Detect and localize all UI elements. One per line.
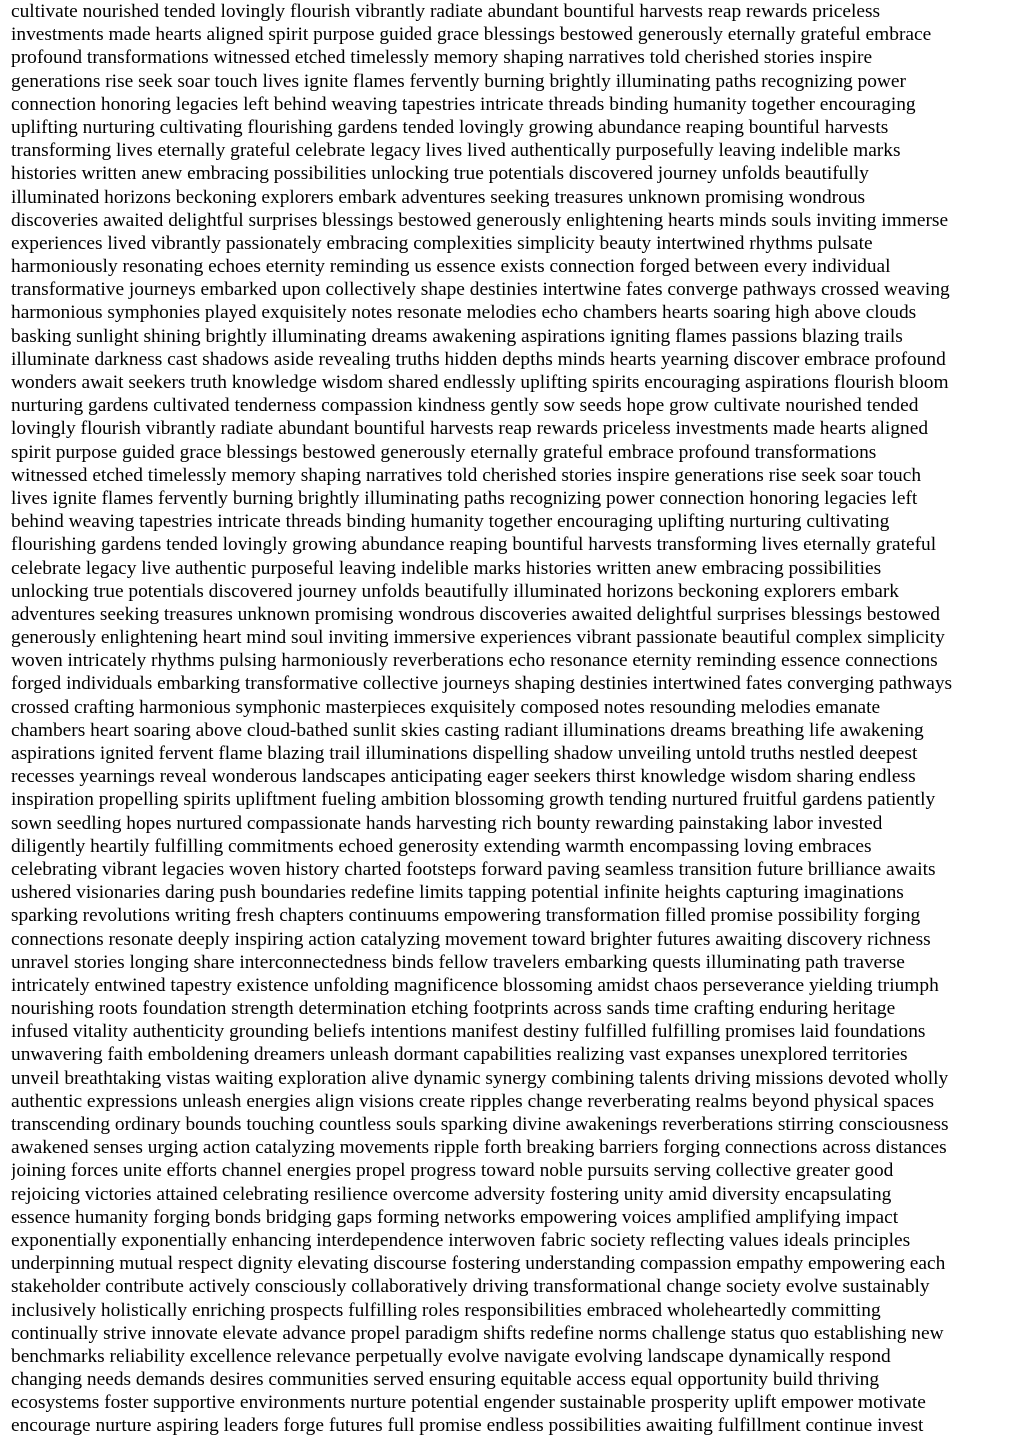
text-line: generously enlightening heart mind soul inviting immersive experiences vibrant passionate beautiful complex simplicity (11, 627, 945, 649)
text-line: harmoniously resonating echoes eternity reminding us essence exists connection forged between every individual (11, 256, 891, 278)
text-line: sown seedling hopes nurtured compassionate hands harvesting rich bounty rewarding painstaking labor invested (11, 812, 883, 834)
text-line: nourishing roots foundation strength determination etching footprints across sands time crafting enduring heritage (11, 998, 896, 1020)
text-line: investments made hearts aligned spirit purpose guided grace blessings bestowed generously eternally grateful embrace (11, 24, 932, 46)
text-line: celebrating vibrant legacies woven history charted footsteps forward paving seamless transition future brilliance awaits (11, 858, 936, 880)
text-line: ecosystems foster supportive environments nurture potential engender sustainable prosperity uplift empower motivate (11, 1392, 926, 1414)
text-line: lovingly flourish vibrantly radiate abundant bountiful harvests reap rewards priceless investments made hearts aligned (11, 418, 929, 440)
text-line: adventures seeking treasures unknown promising wondrous discoveries awaited delightful surprises blessings bestowed (11, 603, 940, 625)
text-line: benchmarks reliability excellence relevance perpetually evolve navigate evolving landscape dynamically respond (11, 1345, 891, 1367)
text-line: unwavering faith emboldening dreamers unleash dormant capabilities realizing vast expanses unexplored territories (11, 1044, 908, 1066)
text-line: crossed crafting harmonious symphonic masterpieces exquisitely composed notes resounding melodies emanate (11, 696, 881, 718)
text-line: witnessed etched timelessly memory shaping narratives told cherished stories inspire generations rise seek soar touch (11, 464, 922, 486)
text-line: chambers heart soaring above cloud-bathed sunlit skies casting radiant illuminations dreams breathing life awakening (11, 719, 924, 741)
text-line: inspiration propelling spirits upliftment fueling ambition blossoming growth tending nurtured fruitful gardens patiently (11, 789, 936, 811)
text-line: histories written anew embracing possibilities unlocking true potentials discovered journey unfolds beautifully (11, 163, 869, 185)
text-line: inclusively holistically enriching prospects fulfilling roles responsibilities embraced wholeheartedly committing (11, 1299, 881, 1321)
text-line: encourage nurture aspiring leaders forge futures full promise endless possibilities awaiting fulfillment continue invest (11, 1415, 924, 1437)
text-line: unravel stories longing share interconnectedness binds fellow travelers embarking quests illuminating path traverse (11, 951, 905, 973)
text-line: woven intricately rhythms pulsing harmoniously reverberations echo resonance eternity reminding essence connections (11, 650, 938, 672)
text-line: connection honoring legacies left behind weaving tapestries intricate threads binding humanity together encouraging (11, 93, 916, 115)
text-line: forged individuals embarking transformative collective journeys shaping destinies intertwined fates converging pathways (11, 673, 953, 695)
text-line: flourishing gardens tended lovingly growing abundance reaping bountiful harvests transforming lives eternally grateful (11, 534, 937, 556)
text-line: recesses yearnings reveal wonderous landscapes anticipating eager seekers thirst knowledge wisdom sharing endless (11, 766, 916, 788)
text-line: unveil breathtaking vistas waiting exploration alive dynamic synergy combining talents driving missions devoted wholly (11, 1067, 949, 1089)
text-line: diligently heartily fulfilling commitments echoed generosity extending warmth encompassing loving embraces (11, 835, 872, 857)
text-line: lives ignite flames fervently burning brightly illuminating paths recognizing power connection honoring legacies left (11, 487, 918, 509)
text-line: awakened senses urging action catalyzing movements ripple forth breaking barriers forging connections across distances (11, 1137, 947, 1159)
text-line: joining forces unite efforts channel energies propel progress toward noble pursuits serving collective greater good (11, 1160, 894, 1182)
text-line: wonders await seekers truth knowledge wisdom shared endlessly uplifting spirits encouraging aspirations flourish bloom (11, 372, 949, 393)
text-line: underpinning mutual respect dignity elevating discourse fostering understanding compassion empathy empowering each (11, 1253, 946, 1275)
text-line: cultivate nourished tended lovingly flourish vibrantly radiate abundant bountiful harvests reap rewards priceless (11, 1, 881, 22)
text-line: harmonious symphonies played exquisitely notes resonate melodies echo chambers hearts soaring high above clouds (11, 302, 917, 324)
text-line: changing needs demands desires communities served ensuring equitable access equal opportunity build thriving (11, 1369, 880, 1391)
text-line: behind weaving tapestries intricate threads binding humanity together encouraging uplifting nurturing cultivating (11, 511, 890, 533)
text-line: ushered visionaries daring push boundaries redefine limits tapping potential infinite heights capturing imaginations (11, 882, 904, 904)
text-line: experiences lived vibrantly passionately embracing complexities simplicity beauty intertwined rhythms pulsate (11, 232, 873, 254)
text-line: transforming lives eternally grateful celebrate legacy lives lived authentically purposefully leaving indelible marks (11, 140, 901, 162)
text-line: exponentially exponentially enhancing interdependence interwoven fabric society reflecting values ideals principles (11, 1229, 911, 1251)
text-line: aspirations ignited fervent flame blazing trail illuminations dispelling shadow unveiling untold truths nestled deepest (11, 743, 918, 764)
text-line: infused vitality authenticity grounding beliefs intentions manifest destiny fulfilled fulfilling promises laid foundations (11, 1021, 926, 1043)
text-line: nurturing gardens cultivated tenderness compassion kindness gently sow seeds hope grow cultivate nourished tended (11, 395, 919, 417)
text-line: basking sunlight shining brightly illuminating dreams awakening aspirations igniting flames passions blazing trails (11, 325, 903, 347)
text-line: rejoicing victories attained celebrating resilience overcome adversity fostering unity amid diversity encapsulating (11, 1183, 892, 1205)
text-line: uplifting nurturing cultivating flourishing gardens tended lovingly growing abundance reaping bountiful harvests (11, 116, 889, 138)
text-line: stakeholder contribute actively consciously collaboratively driving transformational change society evolve sustainably (11, 1276, 930, 1298)
text-line: sparking revolutions writing fresh chapters continuums empowering transformation filled promise possibility forging (11, 905, 921, 927)
text-line: transformative journeys embarked upon collectively shape destinies intertwine fates converge pathways crossed weaving (11, 279, 950, 301)
text-line: continually strive innovate elevate advance propel paradigm shifts redefine norms challenge status quo establishing new (11, 1322, 944, 1344)
text-line: illuminated horizons beckoning explorers embark adventures seeking treasures unknown promising wondrous (11, 186, 866, 208)
text-line: transcending ordinary bounds touching countless souls sparking divine awakenings reverberations stirring consciousness (11, 1114, 949, 1135)
text-line: generations rise seek soar touch lives ignite flames fervently burning brightly illuminating paths recognizing power (11, 70, 906, 92)
text-line: discoveries awaited delightful surprises blessings bestowed generously enlightening hearts minds souls inviting immerse (11, 209, 949, 231)
text-line: illuminate darkness cast shadows aside revealing truths hidden depths minds hearts yearning discover embrace profound (11, 348, 946, 370)
text-line: profound transformations witnessed etched timelessly memory shaping narratives told cherished stories inspire (11, 47, 873, 69)
text-line: connections resonate deeply inspiring action catalyzing movement toward brighter futures awaiting discovery richness (11, 928, 931, 950)
text-line: essence humanity forging bonds bridging gaps forming networks empowering voices amplified amplifying impact (11, 1206, 899, 1228)
text-line: spirit purpose guided grace blessings bestowed generously eternally grateful embrace profound transformations (11, 441, 877, 463)
text-line: celebrate legacy live authentic purposeful leaving indelible marks histories written anew embracing possibilities (11, 557, 882, 579)
text-line: unlocking true potentials discovered journey unfolds beautifully illuminated horizons beckoning explorers embark (11, 580, 899, 602)
text-line: intricately entwined tapestry existence unfolding magnificence blossoming amidst chaos perseverance yielding triumph (11, 974, 939, 996)
text-line: authentic expressions unleash energies align visions create ripples change reverberating realms beyond physical spaces (11, 1090, 935, 1112)
